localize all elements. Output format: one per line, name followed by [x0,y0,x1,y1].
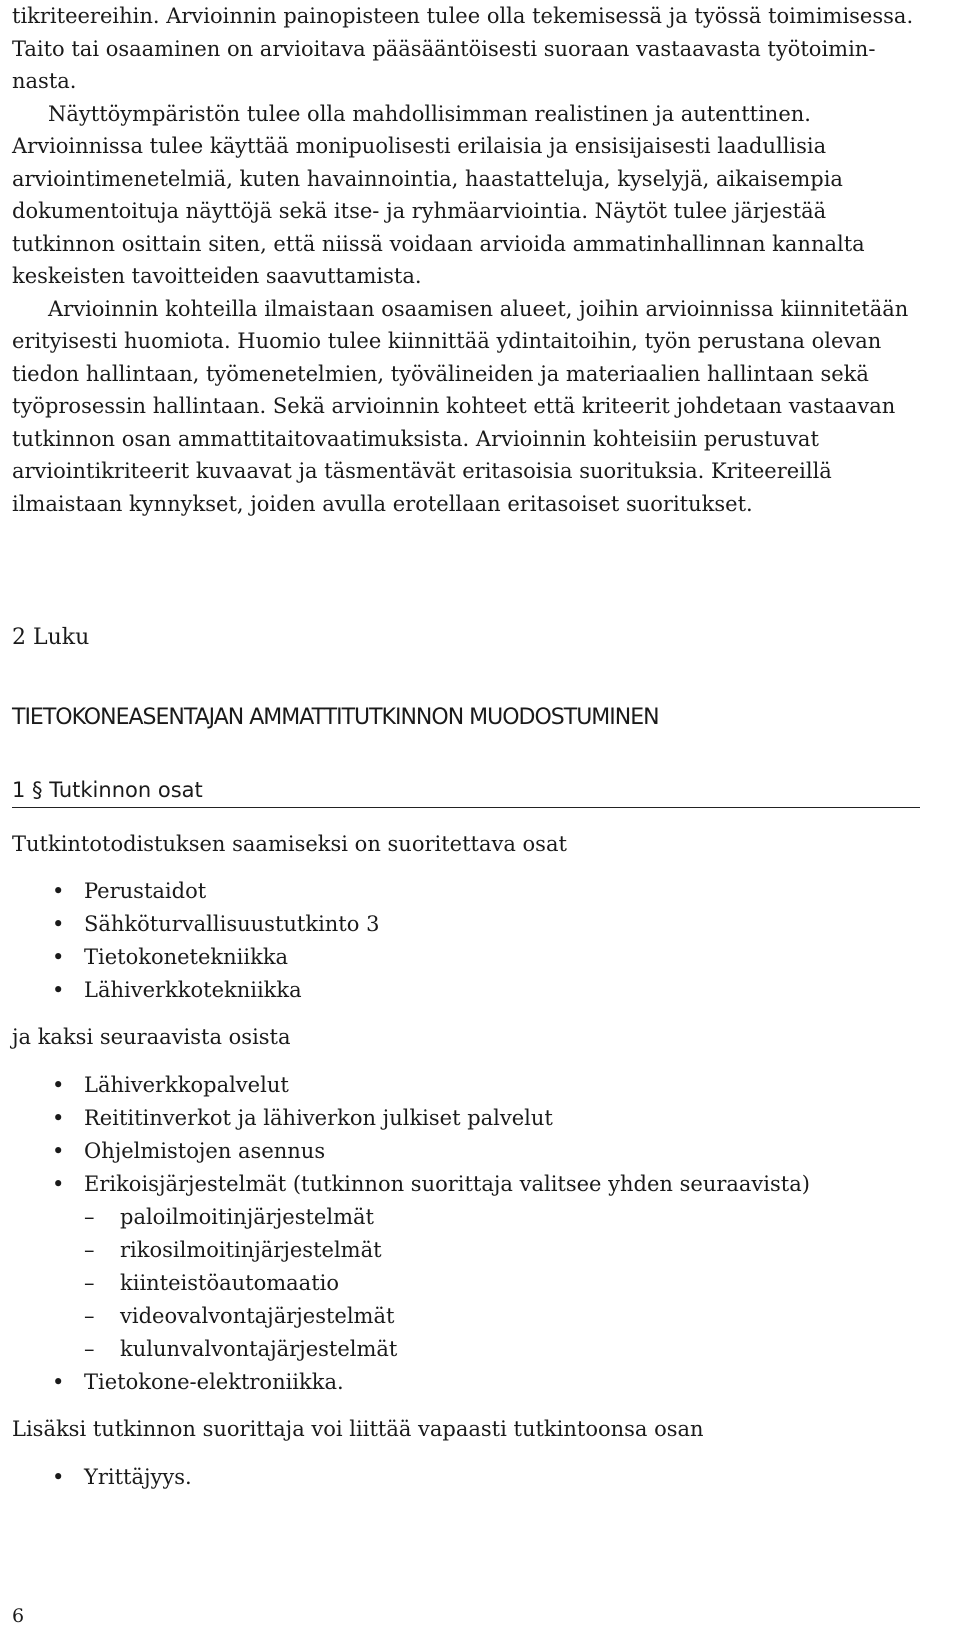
paragraph-line: dokumentoituja näyttöjä sekä itse- ja ryhmäarviointia. Näytöt tulee järjestää [12,199,827,223]
paragraph-line: Arvioinnin kohteilla ilmaistaan osaamisen alueet, joihin arvioinnissa kiinnitetään [48,297,909,321]
section-heading: 1 § Tutkinnon osat [12,778,203,802]
section-divider [12,807,920,808]
chapter-label: 2 Luku [12,625,90,650]
paragraph-line: erityisesti huomiota. Huomio tulee kiinnittää ydintaitoihin, työn perustana olevan [12,329,882,353]
dash-icon: – [84,1304,95,1328]
dash-icon: – [84,1238,95,1262]
paragraph-line: tikriteereihin. Arvioinnin painopisteen tulee olla tekemisessä ja työssä toimimisessa. [12,4,914,28]
bullet-icon: • [52,879,65,903]
paragraph-line: tutkinnon osittain siten, että niissä voidaan arvioida ammatinhallinnan kannalta [12,232,865,256]
paragraph-line: arviointimenetelmiä, kuten havainnointia, haastatteluja, kyselyjä, aikaisempia [12,167,843,191]
bullet-icon: • [52,978,65,1002]
sub-list-item-text: videovalvontajärjestelmät [120,1304,395,1328]
bullet-icon: • [52,1370,65,1394]
sub-list-item-text: kulunvalvontajärjestelmät [120,1337,398,1361]
bullet-icon: • [52,1465,65,1489]
sub-list-item-text: kiinteistöautomaatio [120,1271,340,1295]
sub-list-item-text: rikosilmoitinjärjestelmät [120,1238,382,1262]
paragraph-line: keskeisten tavoitteiden saavuttamista. [12,264,422,288]
paragraph-line: nasta. [12,69,77,93]
chapter-title: TIETOKONEASENTAJAN AMMATTITUTKINNON MUODOSTUMINEN [12,705,659,730]
list-item-text: Tietokonetekniikka [84,945,289,969]
bullet-icon: • [52,1139,65,1163]
list-item-text: Tietokone-elektroniikka. [84,1370,344,1394]
list-item-text: Erikoisjärjestelmät (tutkinnon suorittaja valitsee yhden seuraavista) [84,1172,810,1196]
paragraph-line: työprosessin hallintaan. Sekä arvioinnin kohteet että kriteerit johdetaan vastaavan [12,394,896,418]
list-item-text: Reititinverkot ja lähiverkon julkiset palvelut [84,1106,553,1130]
extra-intro: Lisäksi tutkinnon suorittaja voi liittää vapaasti tutkintoonsa osan [12,1417,704,1441]
optional-intro: ja kaksi seuraavista osista [12,1025,291,1049]
paragraph-line: Arvioinnissa tulee käyttää monipuolisesti erilaisia ja ensisijaisesti laadullisia [12,134,827,158]
bullet-icon: • [52,1073,65,1097]
required-intro: Tutkintotodistuksen saamiseksi on suoritettava osat [12,832,567,856]
paragraph-line: ilmaistaan kynnykset, joiden avulla erotellaan eritasoiset suoritukset. [12,492,753,516]
bullet-icon: • [52,1106,65,1130]
dash-icon: – [84,1271,95,1295]
paragraph-line: tutkinnon osan ammattitaitovaatimuksista. Arvioinnin kohteisiin perustuvat [12,427,819,451]
paragraph-line: tiedon hallintaan, työmenetelmien, työvälineiden ja materiaalien hallintaan sekä [12,362,869,386]
list-item-text: Lähiverkkopalvelut [84,1073,289,1097]
paragraph-line: Taito tai osaaminen on arvioitava pääsääntöisesti suoraan vastaavasta työtoimin- [12,37,876,61]
bullet-icon: • [52,945,65,969]
list-item-text: Ohjelmistojen asennus [84,1139,326,1163]
list-item-text: Perustaidot [84,879,207,903]
sub-list-item-text: paloilmoitinjärjestelmät [120,1205,374,1229]
page-number: 6 [12,1605,25,1627]
dash-icon: – [84,1337,95,1361]
list-item-text: Yrittäjyys. [84,1465,192,1489]
paragraph-line: arviointikriteerit kuvaavat ja täsmentävät eritasoisia suorituksia. Kriteereillä [12,459,832,483]
paragraph-line: Näyttöympäristön tulee olla mahdollisimman realistinen ja autenttinen. [48,102,811,126]
bullet-icon: • [52,1172,65,1196]
list-item-text: Sähköturvallisuustutkinto 3 [84,912,380,936]
list-item-text: Lähiverkkotekniikka [84,978,302,1002]
dash-icon: – [84,1205,95,1229]
bullet-icon: • [52,912,65,936]
